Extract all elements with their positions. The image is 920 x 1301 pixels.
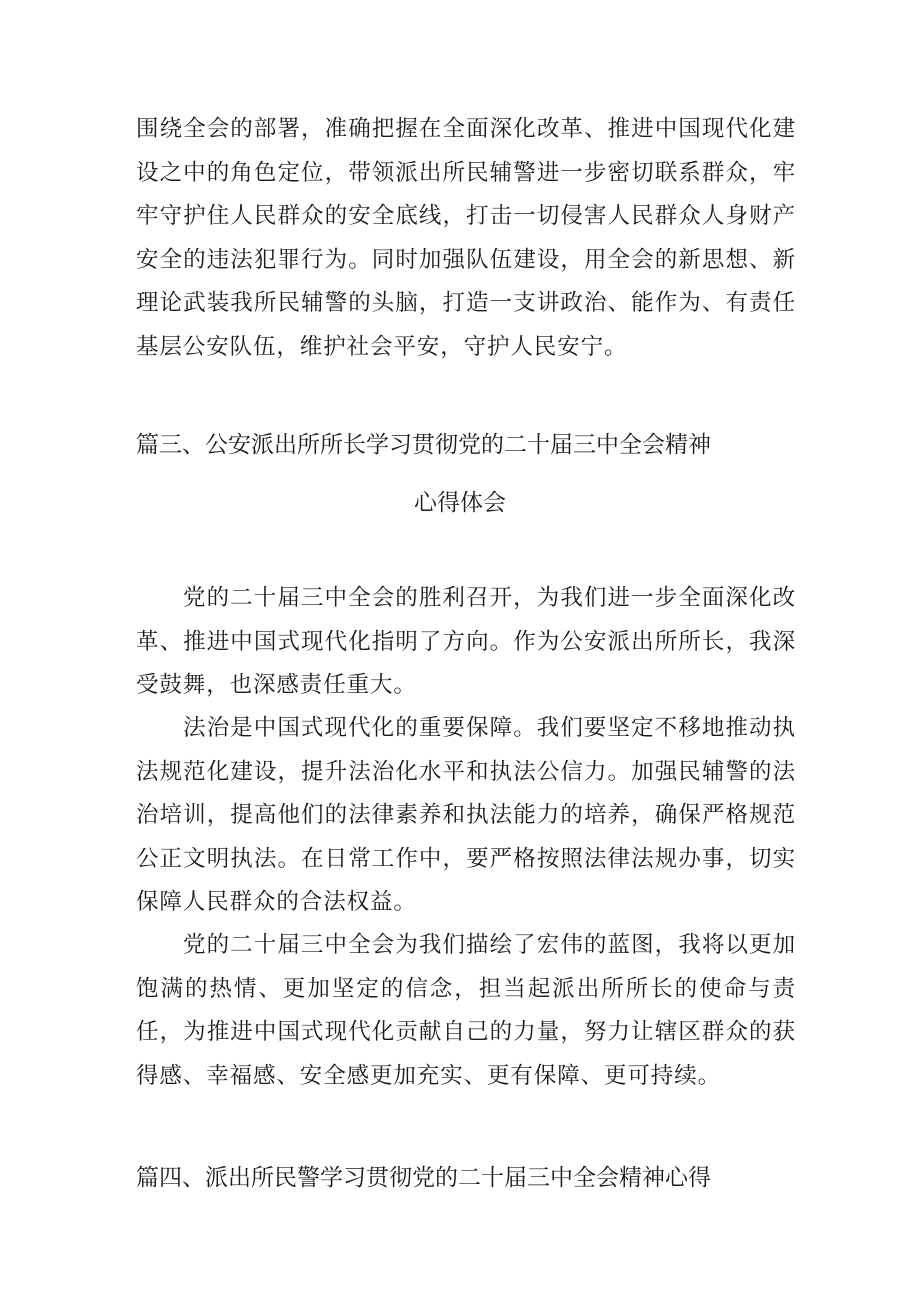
section-3-paragraph-1: 党的二十届三中全会的胜利召开，为我们进一步全面深化改革、推进中国式现代化指明了方向。作为公安派出所所长，我深受鼓舞，也深感责任重大。 (136, 585, 796, 699)
section-3-title-line-2: 心得体会 (414, 490, 506, 516)
intro-paragraph: 围绕全会的部署，准确把握在全面深化改革、推进中国现代化建设之中的角色定位，带领派出所民辅警进一步密切联系群众，牢牢守护住人民群众的安全底线，打击一切侵害人民群众人身财产安全的违法犯罪行为。同时加强队伍建设，用全会的新思想、新理论武装我所民辅警的头脑，打造一支讲政治、能作为、有责任基层公安队伍，维护社会平安，守护人民安宁。 (136, 116, 796, 360)
section-3-title-line-1: 篇三、公安派出所所长学习贯彻党的二十届三中全会精神 (136, 432, 711, 458)
section-4-title-line-1: 篇四、派出所民警学习贯彻党的二十届三中全会精神心得 (136, 1165, 711, 1191)
section-3-paragraph-2: 法治是中国式现代化的重要保障。我们要坚定不移地推动执法规范化建设，提升法治化水平和执法公信力。加强民辅警的法治培训，提高他们的法律素养和执法能力的培养，确保严格规范公正文明执法。在日常工作中，要严格按照法律法规办事，切实保障人民群众的合法权益。 (136, 715, 796, 916)
section-3-paragraph-3: 党的二十届三中全会为我们描绘了宏伟的蓝图，我将以更加饱满的热情、更加坚定的信念，担当起派出所所长的使命与责任，为推进中国式现代化贡献自己的力量，努力让辖区群众的获得感、幸福感、安全感更加充实、更有保障、更可持续。 (136, 932, 796, 1089)
